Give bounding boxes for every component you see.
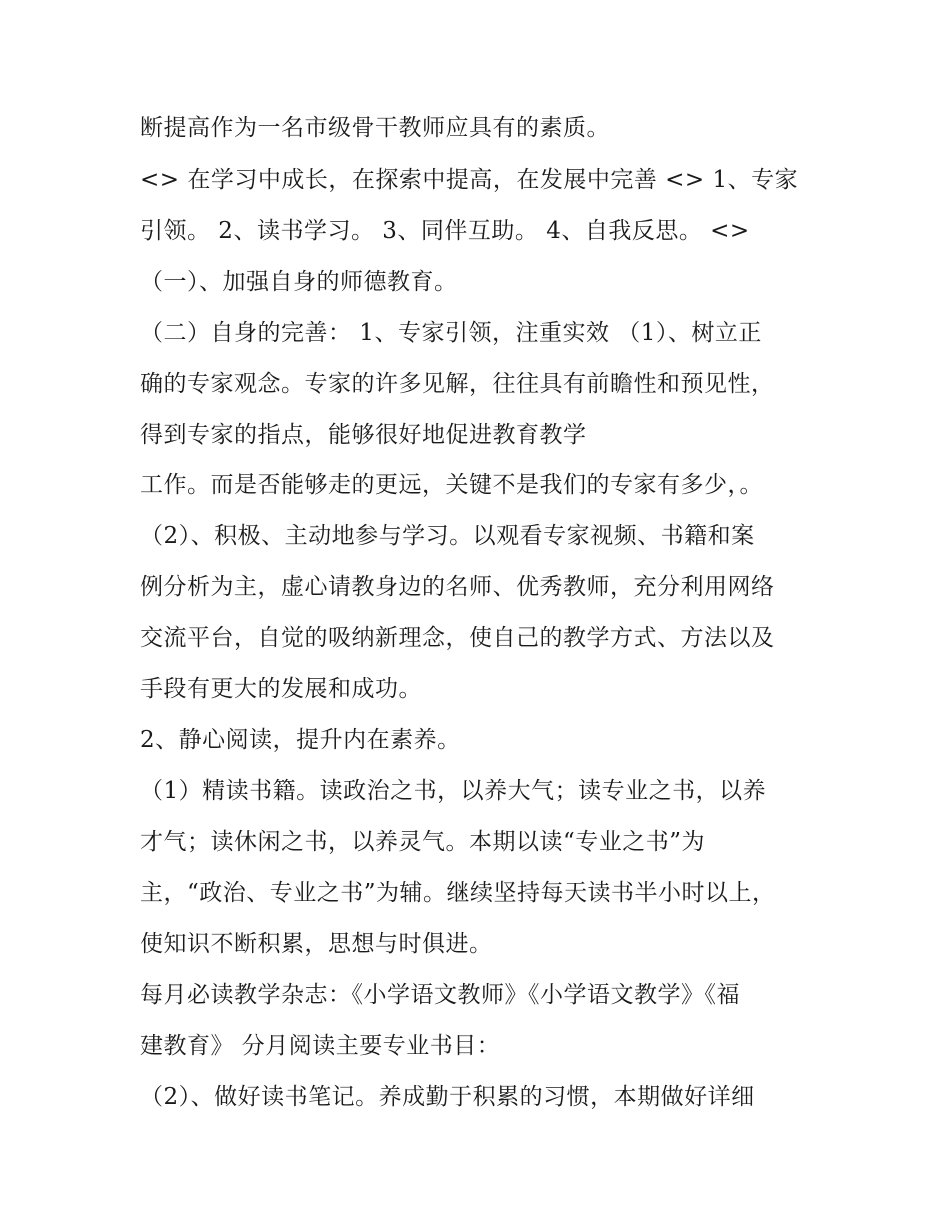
text-line: 2、静心阅读，提升内在素养。 [140, 727, 461, 753]
text-line: 确的专家观念。专家的许多见解，往往具有前瞻性和预见性， [140, 371, 775, 397]
text-line: （1）精读书籍。读政治之书，以养大气；读专业之书，以养 [140, 778, 767, 804]
text-line: 建教育》 分月阅读主要专业书目： [140, 1033, 501, 1059]
text-line: 每月必读教学杂志：《小学语文教师》《小学语文教学》《福 [140, 982, 740, 1008]
text-line: （2）、积极、主动地参与学习。以观看专家视频、书籍和案 [140, 523, 755, 549]
text-line: （一）、加强自身的师德教育。 [140, 269, 458, 295]
text-line: 例分析为主，虚心请教身边的名师、优秀教师，充分利用网络 [140, 574, 775, 600]
text-line: 手段有更大的发展和成功。 [140, 676, 422, 702]
text-line: 才气；读休闲之书，以养灵气。本期以读“专业之书”为 [140, 829, 706, 855]
text-line: 使知识不断积累，思想与时俱进。 [140, 931, 493, 957]
text-line: 交流平台，自觉的吸纳新理念，使自己的教学方式、方法以及 [140, 625, 775, 651]
text-line: （2）、做好读书笔记。养成勤于积累的习惯，本期做好详细 [140, 1084, 755, 1110]
text-line: <> 在学习中成长，在探索中提高，在发展中完善 <> 1、专家 [140, 167, 799, 193]
text-line: （二）自身的完善： 1、专家引领，注重实效 （1）、树立正 [140, 320, 762, 346]
text-line: 引领。 2、读书学习。 3、同伴互助。 4、自我反思。 <> [140, 218, 750, 244]
text-line: 断提高作为一名市级骨干教师应具有的素质。 [140, 115, 610, 141]
text-line: 得到专家的指点，能够很好地促进教育教学 [140, 422, 587, 448]
text-line: 主，“政治、专业之书”为辅。继续坚持每天读书半小时以上， [140, 880, 776, 906]
text-line: 工作。而是否能够走的更远，关键不是我们的专家有多少，。 [140, 472, 763, 498]
